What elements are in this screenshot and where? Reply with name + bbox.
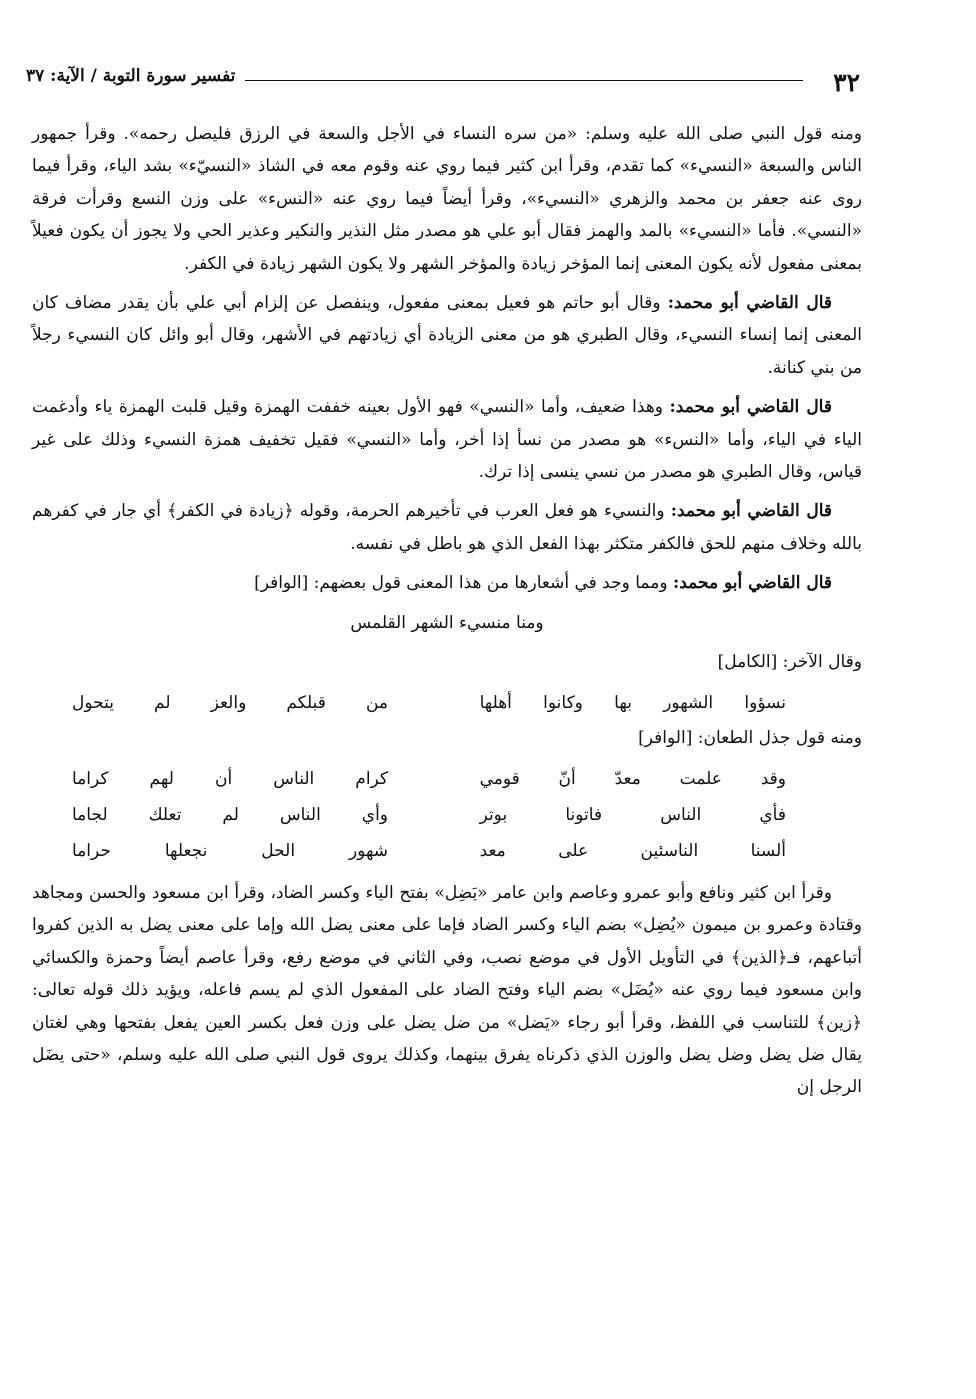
paragraph <box>32 567 862 599</box>
first-hemistich: وقد علمت معدّ أنّ قومي <box>479 768 786 789</box>
paragraph-text: وهذا ضعيف، وأما «النسي» فهو الأول بعينه خففت الهمزة وقيل قلبت الهمزة ياء وأدغمت الياء في الياء، وأما «النسء» هو مصدر من نسأ إذا أخر، وأما «النسي» فقيل تخفيف همزة النسيء وذلك على غير قياس، وقال الطبري هو مصدر من نسي ينسى إذا ترك. <box>32 397 862 483</box>
speaker-lead: قال القاضي أبو محمد: <box>667 293 832 314</box>
paragraph-text: ومما وجد في أشعارها من هذا المعنى قول بعضهم: [الوافر] <box>254 573 673 594</box>
paragraph-text: وقال أبو حاتم هو فعيل بمعنى مفعول، وينفصل عن إلزام أبي علي بأن يقدر مضاف كان المعنى إنما إنساء النسيء، وقال الطبري هو من معنى الزيادة أي زيادتهم في الأشهر، وقال أبو وائل كان النسيء رجلاً من بني كنانة. <box>32 293 862 378</box>
speaker-lead: قال القاضي أبو محمد: <box>669 397 832 418</box>
running-title: تفسير سورة التوبة / الآية: ٣٧ <box>26 66 236 86</box>
speaker-lead: قال القاضي أبو محمد: <box>670 501 833 522</box>
header-rule <box>245 80 803 81</box>
page-body <box>32 118 862 1111</box>
verse-row <box>32 833 862 869</box>
paragraph-text: والنسيء هو فعل العرب في تأخيرهم الحرمة، وقوله ﴿زيادة في الكفر﴾ أي جار في كفرهم بالله وخلاف منهم للحق فالكفر متكثر بهذا الفعل الذي هو باطل في نفسه. <box>32 501 862 554</box>
first-hemistich: نسؤوا الشهور بها وكانوا أهلها <box>479 693 786 714</box>
paragraph <box>32 287 862 384</box>
page-header <box>0 60 976 100</box>
verse-row <box>32 686 862 722</box>
paragraph <box>32 495 862 560</box>
verse-row <box>32 797 862 833</box>
paragraph <box>32 391 862 488</box>
verse-row <box>32 761 862 797</box>
second-hemistich: وأي الناس لم تعلك لجاما <box>72 804 389 825</box>
poem-intro: وقال الآخر: [الكامل] <box>717 652 862 673</box>
verse-line: ومنا منسيء الشهر القلمس <box>350 612 544 633</box>
poem <box>32 686 862 722</box>
second-hemistich: من قبلكم والعز لم يتحول <box>72 693 389 714</box>
paragraph: ومنه قول النبي صلى الله عليه وسلم: «من سره النساء في الأجل والسعة في الرزق فليصل رحمه». وقرأ جمهور الناس والسبعة «النسيء» كما تقدم، وقرأ ابن كثير فيما روي عنه وقوم معه في الشاذ «النسيّء» بشد الياء، وقرأ فيما روى عنه جعفر بن محمد والزهري «النسيء»، وقرأ أيضاً فيما روي عنه «النسء» على وزن النسع وقرأت فرقة «النسي». فأما «النسيء» بالمد والهمز فقال أبو علي هو مصدر مثل النذير والنكير وعذير الحي ولا يجوز أن يكون فعيلاً بمعنى مفعول لأنه يكون المعنى إنما المؤخر زيادة والمؤخر الشهر ولا يكون الشهر زيادة في الكفر. <box>32 124 862 274</box>
first-hemistich: فأي الناس فاتونا بوتر <box>479 804 786 825</box>
poem <box>32 761 862 869</box>
speaker-lead: قال القاضي أبو محمد: <box>672 573 832 594</box>
poem-intro: ومنه قول جذل الطعان: [الوافر] <box>638 727 862 748</box>
page-number: ٣٢ <box>833 68 860 97</box>
second-hemistich: كرام الناس أن لهم كراما <box>72 768 389 789</box>
paragraph: وقرأ ابن كثير ونافع وأبو عمرو وعاصم وابن عامر «يَضِل» بفتح الياء وكسر الضاد، وقرأ ابن مسعود والحسن ومجاهد وقتادة وعمرو بن ميمون «يُضِل» بضم الياء وكسر الضاد فإما على معنى يضل الله وإما على معنى يضل به الذين كفروا أتباعهم، فـ﴿الذين﴾ في التأويل الأول في موضع نصب، وفي الثاني في موضع رفع، وقرأ عاصم أيضاً وحمزة والكسائي وابن مسعود فيما روي عنه «يُضَل» بضم الياء وفتح الضاد على المفعول الذي لم يسم فاعله، ويؤيد ذلك قوله تعالى: ﴿زين﴾ للتناسب في اللفظ، وقرأ أبو رجاء «يَضل» من ضل يضل على وزن فعل بكسر العين يفعل بفتحها وهي لغتان يقال ضل يضل وضل يضل والوزن الذي ذكرناه يفرق بينهما، وكذلك يروى قول النبي صلى الله عليه وسلم، «حتى يضَل الرجل إن <box>32 882 862 1098</box>
second-hemistich: شهور الحل نجعلها حراما <box>72 840 389 861</box>
first-hemistich: ألسنا الناسئين على معد <box>479 840 786 861</box>
